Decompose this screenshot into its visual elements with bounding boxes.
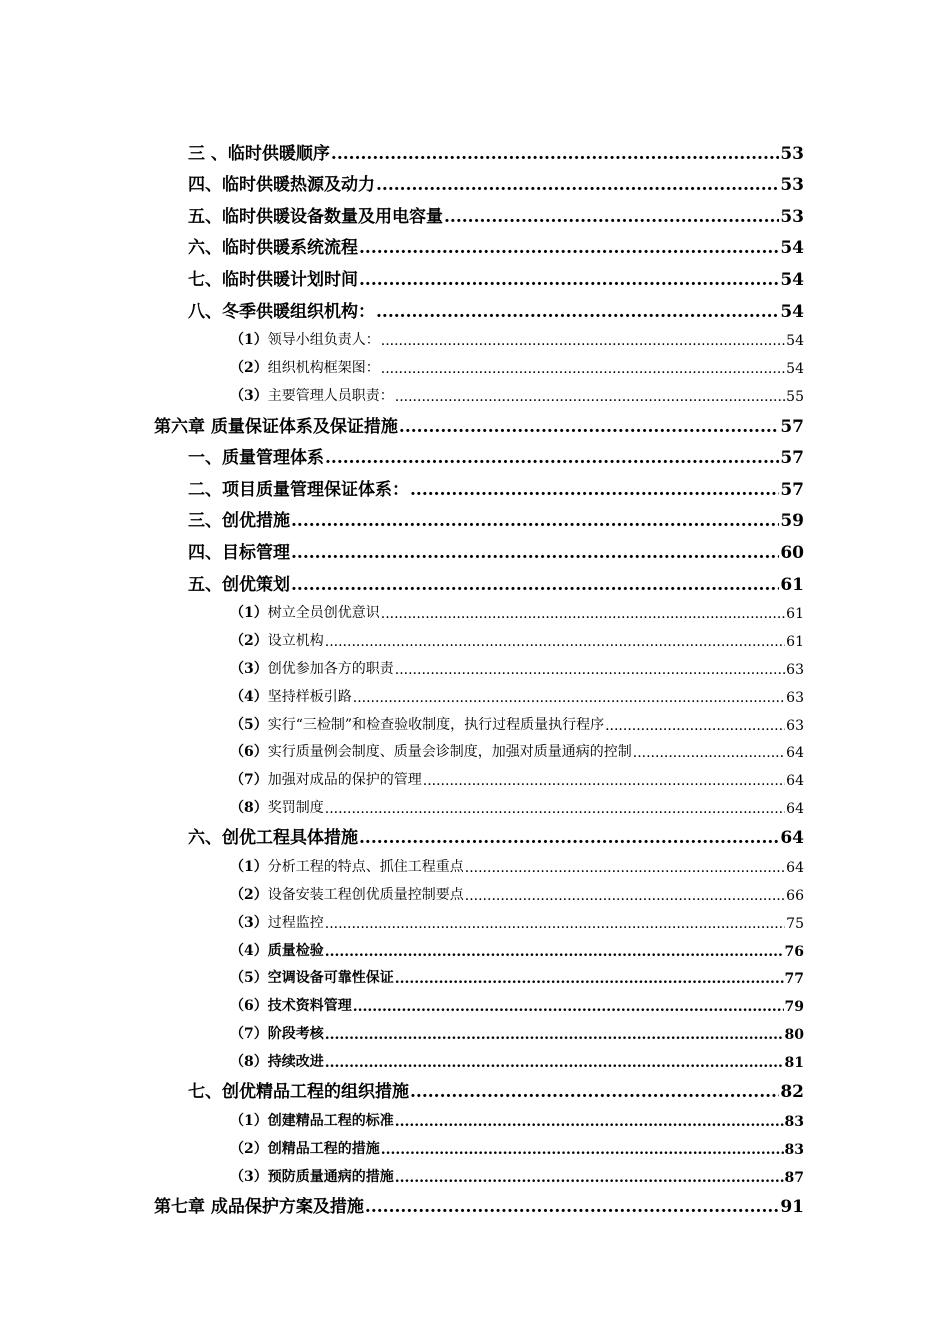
- toc-entry-page-number: 61: [786, 606, 804, 623]
- toc-entry-text: 空调设备可靠性保证: [267, 970, 394, 987]
- toc-entry-page-number: 79: [784, 999, 804, 1016]
- toc-entry-number: （7）: [230, 772, 268, 789]
- dot-leader: [395, 389, 785, 405]
- toc-entry-title: [230, 1051, 324, 1071]
- toc-entry-page-number: 61: [780, 574, 804, 595]
- toc-entry-title: [230, 797, 324, 817]
- toc-entry-title: [230, 329, 380, 349]
- toc-entry-text: 六、创优工程具体措施: [188, 828, 358, 849]
- dot-leader: [423, 773, 785, 789]
- toc-entry-title: [188, 823, 358, 848]
- toc-entry-text: 四、目标管理: [188, 542, 290, 563]
- toc-entry-number: （3）: [230, 387, 268, 404]
- toc-entry-number: （1）: [230, 332, 268, 349]
- toc-entry-title: [230, 1110, 394, 1130]
- toc-entry-title: [230, 1023, 324, 1043]
- toc-entry-text: 预防质量通病的措施: [267, 1168, 394, 1185]
- toc-entry[interactable]: [0, 960, 950, 988]
- dot-leader: [410, 1082, 779, 1102]
- toc-entry-text: 七、创优精品工程的组织措施: [188, 1082, 409, 1103]
- toc-entry-page-number: 64: [786, 860, 804, 877]
- toc-entry-text: 第六章 质量保证体系及保证措施: [154, 416, 398, 437]
- toc-entry-title: [230, 1138, 380, 1158]
- toc-entry-title: [188, 139, 330, 164]
- toc-entry-number: （6）: [230, 998, 268, 1015]
- toc-entry-number: （4）: [230, 688, 268, 705]
- toc-entry-page-number: 80: [784, 1027, 804, 1044]
- toc-entry[interactable]: [0, 761, 950, 789]
- dot-leader: [291, 543, 779, 563]
- toc-entry[interactable]: [0, 195, 950, 227]
- toc-entry[interactable]: [0, 322, 950, 350]
- toc-entry-title: [230, 385, 394, 405]
- toc-entry-text: 五、创优策划: [188, 574, 290, 595]
- dot-leader: [381, 333, 785, 349]
- dot-leader: [325, 801, 785, 817]
- toc-entry[interactable]: [0, 437, 950, 469]
- dot-leader: [444, 207, 779, 227]
- toc-entry-text: 第七章 成品保护方案及措施: [154, 1197, 364, 1218]
- dot-leader: [410, 480, 779, 500]
- toc-entry[interactable]: [0, 405, 950, 437]
- toc-entry-title: [188, 1077, 409, 1102]
- toc-entry[interactable]: [0, 932, 950, 960]
- dot-leader: [381, 606, 785, 622]
- dot-leader: [291, 511, 779, 531]
- toc-entry-text: 组织机构框架图：: [267, 360, 380, 377]
- toc-entry[interactable]: [0, 164, 950, 196]
- toc-entry-page-number: 59: [780, 511, 804, 532]
- toc-entry-text: 奖罚制度: [267, 799, 324, 816]
- toc-entry-text: 过程监控: [267, 914, 324, 931]
- toc-entry-text: 三、创优措施: [188, 511, 290, 532]
- toc-entry-page-number: 54: [780, 269, 804, 290]
- toc-entry-number: （2）: [230, 633, 268, 650]
- toc-entry-number: （5）: [230, 970, 268, 987]
- toc-entry-number: （4）: [230, 942, 268, 959]
- toc-entry-title: [188, 233, 358, 258]
- toc-entry[interactable]: [0, 876, 950, 904]
- toc-entry-number: （1）: [230, 859, 268, 876]
- toc-entry-text: 阶段考核: [267, 1026, 324, 1043]
- dot-leader: [325, 448, 779, 468]
- toc-entry-page-number: 61: [786, 634, 804, 651]
- toc-entry-text: 坚持样板引路: [267, 688, 352, 705]
- toc-entry-title: [230, 995, 352, 1015]
- dot-leader: [376, 302, 779, 322]
- toc-entry[interactable]: [0, 1015, 950, 1043]
- toc-entry-page-number: 64: [786, 773, 804, 790]
- toc-entry-title: [230, 630, 324, 650]
- toc-entry[interactable]: [0, 904, 950, 932]
- toc-entry-title: [188, 170, 375, 195]
- toc-entry-title: [188, 506, 290, 531]
- toc-entry[interactable]: [0, 706, 950, 734]
- toc-entry-title: [188, 475, 409, 500]
- toc-entry-page-number: 54: [786, 361, 804, 378]
- toc-entry-text: 主要管理人员职责：: [267, 387, 394, 404]
- toc-entry-text: 持续改进: [267, 1053, 324, 1070]
- toc-entry[interactable]: [0, 132, 950, 164]
- toc-entry[interactable]: [0, 817, 950, 849]
- toc-entry[interactable]: [0, 678, 950, 706]
- toc-entry-text: 实行质量例会制度、质量会诊制度，加强对质量通病的控制: [267, 744, 632, 761]
- toc-entry-page-number: 87: [784, 1169, 804, 1186]
- dot-leader: [395, 662, 785, 678]
- toc-entry-number: （3）: [230, 1168, 268, 1185]
- toc-entry[interactable]: [0, 258, 950, 290]
- toc-entry-number: （2）: [230, 1141, 268, 1158]
- toc-entry-number: （8）: [230, 799, 268, 816]
- toc-entry-text: 设备安装工程创优质量控制要点: [267, 887, 464, 904]
- dot-leader: [291, 575, 779, 595]
- toc-entry[interactable]: [0, 468, 950, 500]
- toc-entry-text: 创精品工程的措施: [267, 1141, 380, 1158]
- toc-entry-title: [230, 357, 380, 377]
- toc-entry-text: 四、临时供暖热源及动力: [188, 175, 375, 196]
- dot-leader: [395, 971, 784, 987]
- dot-leader: [465, 888, 785, 904]
- toc-entry-number: （5）: [230, 716, 268, 733]
- toc-entry-page-number: 57: [780, 479, 804, 500]
- toc-entry-page-number: 53: [780, 206, 804, 227]
- toc-entry-title: [230, 769, 422, 789]
- toc-entry[interactable]: [0, 650, 950, 678]
- toc-entry[interactable]: [0, 290, 950, 322]
- toc-entry-title: [230, 1166, 394, 1186]
- toc-entry[interactable]: [0, 1071, 950, 1103]
- toc-entry[interactable]: [0, 1043, 950, 1071]
- toc-entry-number: （1）: [230, 605, 268, 622]
- toc-entry-page-number: 83: [784, 1114, 804, 1131]
- toc-entry-text: 创优参加各方的职责: [267, 660, 394, 677]
- toc-entry-page-number: 77: [784, 971, 804, 988]
- toc-entry-page-number: 53: [780, 175, 804, 196]
- toc-entry-title: [230, 967, 394, 987]
- dot-leader: [395, 1170, 784, 1186]
- toc-entry-page-number: 76: [784, 943, 804, 960]
- toc-entry-text: 一、质量管理体系: [188, 448, 324, 469]
- toc-entry-title: [230, 741, 632, 761]
- dot-leader: [359, 828, 779, 848]
- toc-entry-text: 设立机构: [267, 633, 324, 650]
- toc-entry-title: [188, 538, 290, 563]
- dot-leader: [381, 361, 785, 377]
- toc-entry-page-number: 63: [786, 689, 804, 706]
- toc-entry-number: （3）: [230, 660, 268, 677]
- toc-entry-text: 八、冬季供暖组织机构：: [188, 301, 375, 322]
- dot-leader: [325, 1027, 784, 1043]
- toc-entry-page-number: 63: [786, 717, 804, 734]
- toc-entry-title: [230, 884, 464, 904]
- dot-leader: [325, 944, 784, 960]
- toc-entry-title: [188, 570, 290, 595]
- toc-entry[interactable]: [0, 789, 950, 817]
- toc-entry-number: （2）: [230, 360, 268, 377]
- toc-entry[interactable]: [0, 1158, 950, 1186]
- toc-entry-title: [230, 940, 324, 960]
- dot-leader: [353, 999, 784, 1015]
- toc-entry-title: [230, 856, 464, 876]
- toc-entry-page-number: 57: [780, 416, 804, 437]
- toc-entry[interactable]: [0, 848, 950, 876]
- toc-entry[interactable]: [0, 1186, 950, 1218]
- toc-entry-page-number: 82: [780, 1082, 804, 1103]
- dot-leader: [325, 916, 785, 932]
- toc-entry-text: 加强对成品的保护的管理: [267, 772, 422, 789]
- toc-entry-title: [230, 602, 380, 622]
- toc-entry[interactable]: [0, 349, 950, 377]
- toc-entry-title: [230, 714, 604, 734]
- toc-entry-text: 技术资料管理: [267, 998, 352, 1015]
- toc-entry-text: 三 、临时供暖顺序: [188, 143, 330, 164]
- toc-entry-title: [188, 297, 375, 322]
- toc-entry-page-number: 54: [786, 333, 804, 350]
- toc-entry-page-number: 83: [784, 1142, 804, 1159]
- toc-entry-page-number: 75: [786, 915, 804, 932]
- toc-entry-page-number: 60: [780, 542, 804, 563]
- toc-entry-page-number: 64: [780, 828, 804, 849]
- dot-leader: [376, 175, 779, 195]
- dot-leader: [331, 144, 779, 164]
- toc-entry-title: [230, 686, 352, 706]
- toc-entry-number: （3）: [230, 914, 268, 931]
- dot-leader: [395, 1114, 784, 1130]
- dot-leader: [353, 690, 785, 706]
- toc-entry-text: 实行“三检制”和检查验收制度，执行过程质量执行程序: [267, 716, 605, 733]
- dot-leader: [633, 745, 785, 761]
- dot-leader: [605, 718, 785, 734]
- toc-entry-text: 分析工程的特点、抓住工程重点: [267, 859, 464, 876]
- toc-entry[interactable]: [0, 500, 950, 532]
- toc-entry[interactable]: [0, 227, 950, 259]
- toc-entry-text: 领导小组负责人：: [267, 332, 380, 349]
- toc-entry-page-number: 66: [786, 888, 804, 905]
- toc-entry[interactable]: [0, 987, 950, 1015]
- toc-entry-text: 七、临时供暖计划时间: [188, 269, 358, 290]
- toc-entry[interactable]: [0, 563, 950, 595]
- toc-entry[interactable]: [0, 531, 950, 563]
- toc-entry[interactable]: [0, 734, 950, 762]
- toc-entry-page-number: 54: [780, 301, 804, 322]
- toc-entry-title: [230, 658, 394, 678]
- toc-entry-page-number: 91: [780, 1197, 804, 1218]
- dot-leader: [365, 1197, 779, 1217]
- dot-leader: [465, 860, 785, 876]
- toc-entry-page-number: 57: [780, 448, 804, 469]
- toc-entry-number: （1）: [230, 1113, 268, 1130]
- toc-entry-number: （2）: [230, 887, 268, 904]
- dot-leader: [325, 1055, 784, 1071]
- toc-entry-text: 质量检验: [267, 942, 324, 959]
- toc-entry[interactable]: [0, 622, 950, 650]
- dot-leader: [359, 238, 779, 258]
- toc-entry[interactable]: [0, 595, 950, 623]
- toc-entry-page-number: 64: [786, 800, 804, 817]
- toc-entry[interactable]: [0, 1102, 950, 1130]
- toc-entry-title: [230, 912, 324, 932]
- toc-entry-text: 创建精品工程的标准: [267, 1113, 394, 1130]
- toc-entry-number: （8）: [230, 1053, 268, 1070]
- toc-entry-number: （7）: [230, 1026, 268, 1043]
- toc-entry-title: [188, 265, 358, 290]
- dot-leader: [359, 270, 779, 290]
- toc-entry[interactable]: [0, 377, 950, 405]
- toc-entry-title: [154, 1192, 364, 1217]
- toc-entry-title: [188, 443, 324, 468]
- table-of-contents: [0, 132, 950, 1217]
- toc-entry-page-number: 54: [780, 238, 804, 259]
- toc-entry-page-number: 53: [780, 143, 804, 164]
- toc-entry-text: 树立全员创优意识: [267, 605, 380, 622]
- toc-entry-page-number: 55: [786, 388, 804, 405]
- dot-leader: [399, 417, 779, 437]
- dot-leader: [381, 1142, 784, 1158]
- toc-entry-number: （6）: [230, 744, 268, 761]
- toc-entry-text: 六、临时供暖系统流程: [188, 238, 358, 259]
- toc-entry[interactable]: [0, 1130, 950, 1158]
- toc-entry-title: [154, 412, 398, 437]
- toc-entry-title: [188, 202, 443, 227]
- toc-entry-page-number: 81: [784, 1054, 804, 1071]
- dot-leader: [325, 634, 785, 650]
- toc-entry-text: 二、项目质量管理保证体系：: [188, 479, 409, 500]
- toc-entry-page-number: 63: [786, 661, 804, 678]
- toc-entry-text: 五、临时供暖设备数量及用电容量: [188, 206, 443, 227]
- toc-entry-page-number: 64: [786, 745, 804, 762]
